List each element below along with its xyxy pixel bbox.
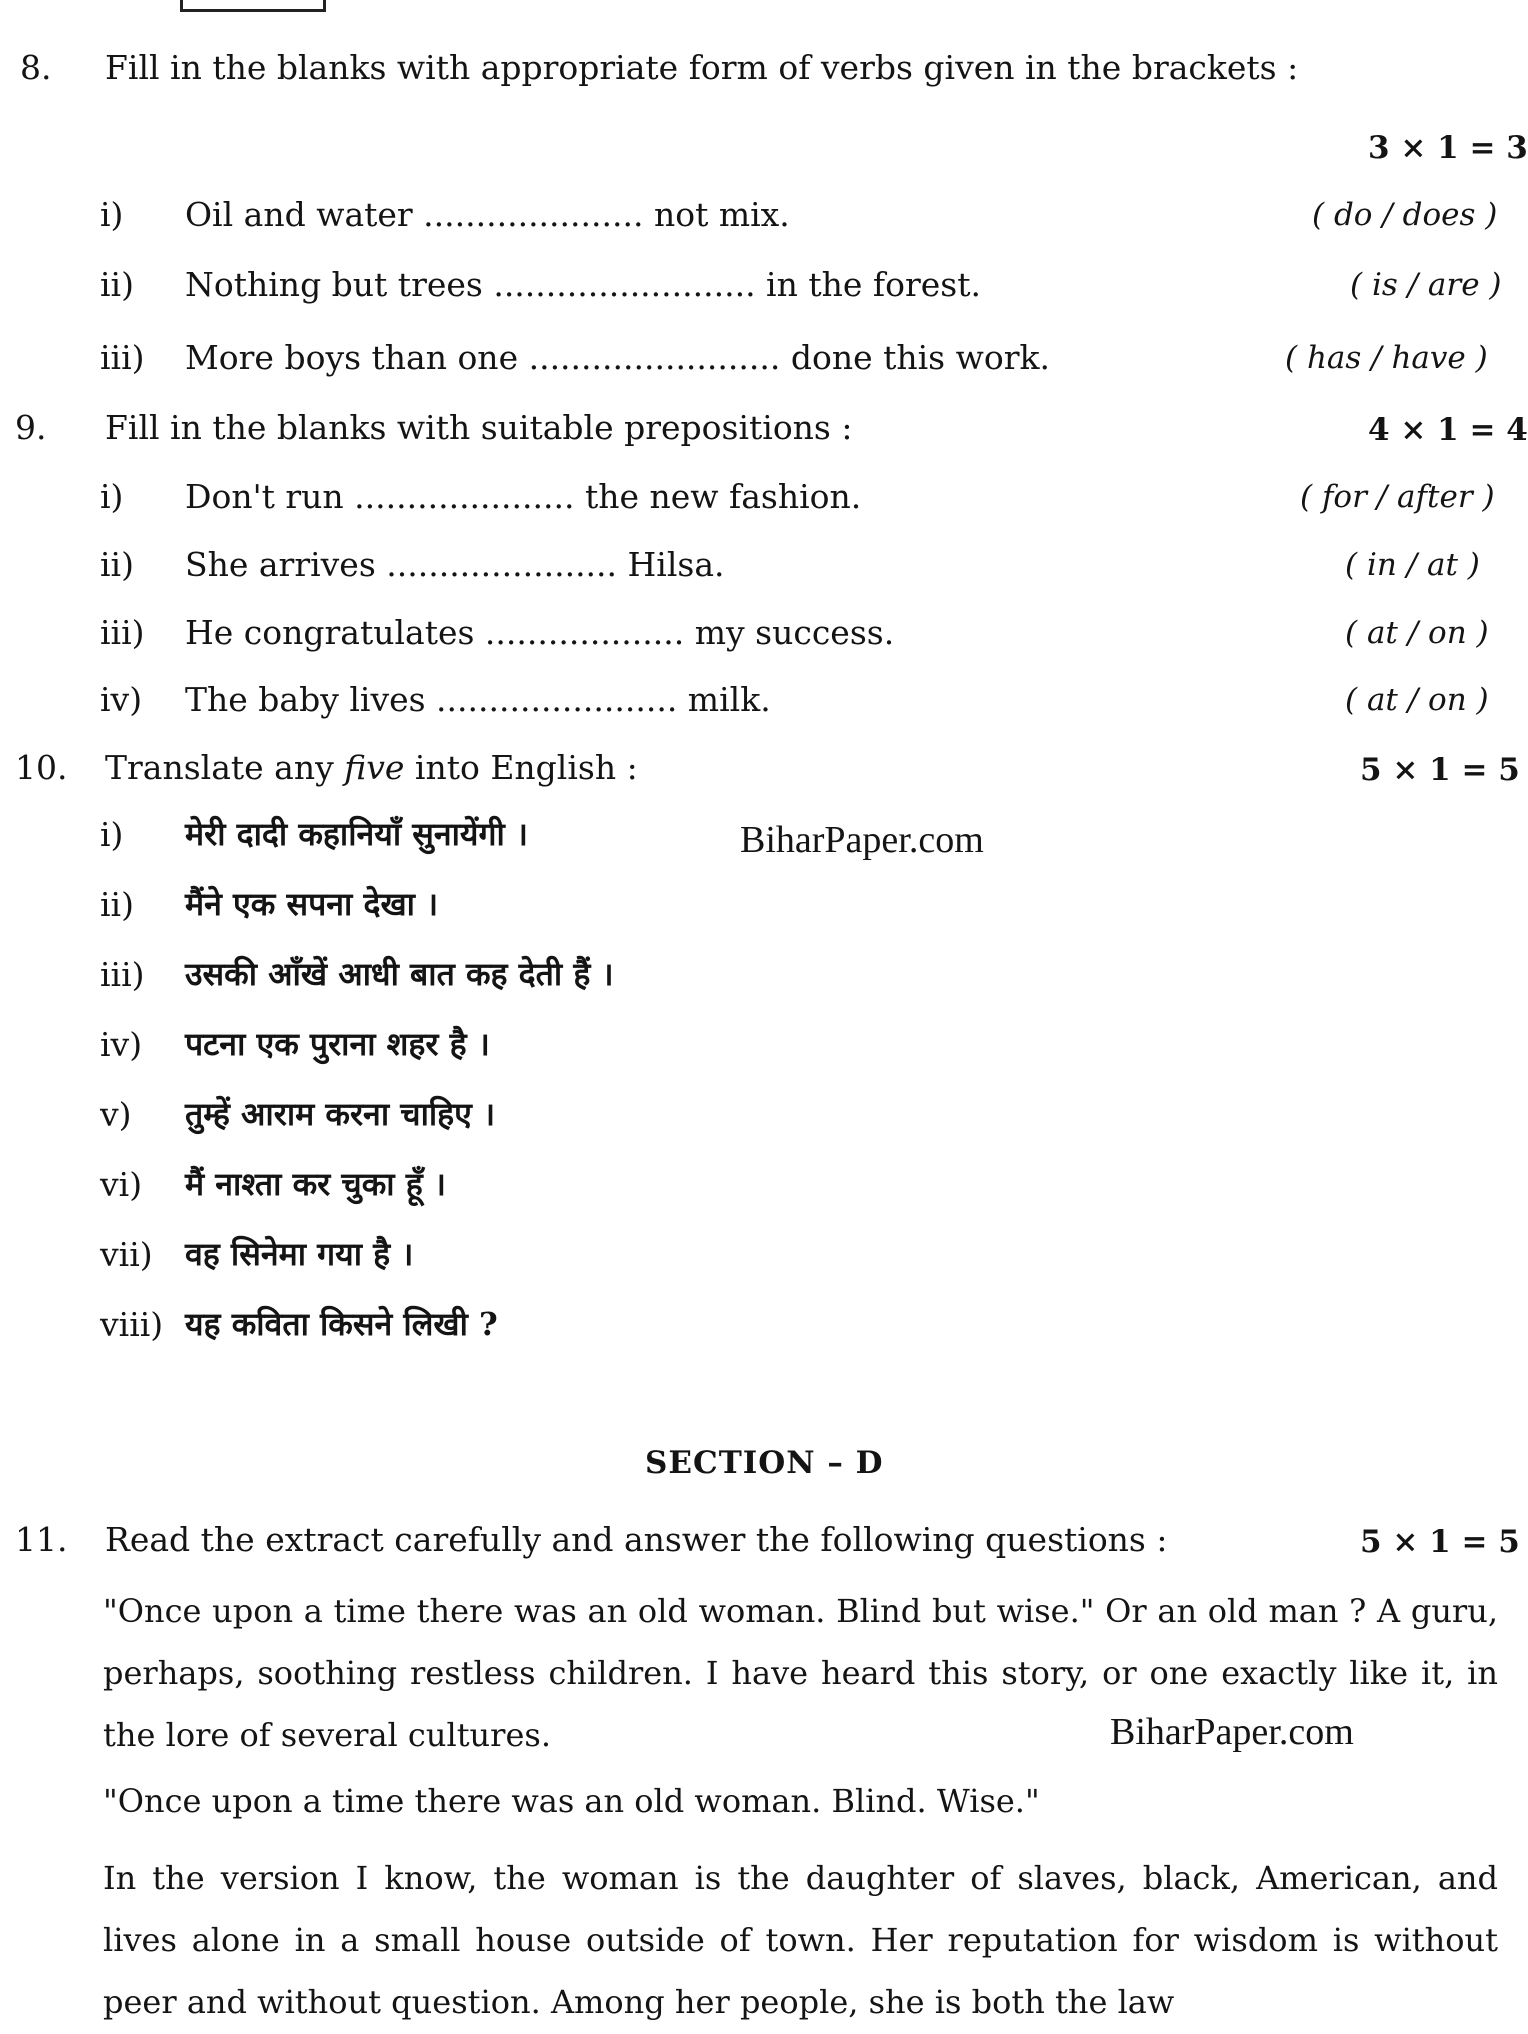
- q9-item-label: ii): [100, 545, 134, 584]
- q9-item-options: ( at / on ): [1345, 615, 1489, 651]
- q10-marks: 5 × 1 = 5: [1360, 752, 1520, 788]
- q11-number: 11.: [15, 1520, 68, 1559]
- q11-instruction: Read the extract carefully and answer the following questions :: [105, 1520, 1168, 1559]
- q8-item-options: ( do / does ): [1312, 197, 1498, 233]
- q10-item-text: उसकी आँखें आधी बात कह देती हैं ।: [185, 955, 614, 993]
- q11-marks: 5 × 1 = 5: [1360, 1524, 1520, 1560]
- q9-item-text: The baby lives ....................... milk.: [185, 680, 771, 719]
- watermark: BiharPaper.com: [740, 819, 984, 861]
- q8-item-options: ( has / have ): [1285, 340, 1488, 376]
- q10-number: 10.: [15, 748, 68, 787]
- q10-item-label: ii): [100, 885, 134, 924]
- q10-item-text: वह सिनेमा गया है ।: [185, 1235, 414, 1273]
- q9-item-label: iii): [100, 613, 145, 652]
- q8-item-options: ( is / are ): [1350, 267, 1502, 303]
- q10-item-text: मैं नाश्ता कर चुका हूँ ।: [185, 1165, 446, 1203]
- q10-item-text: पटना एक पुराना शहर है ।: [185, 1025, 490, 1063]
- q10-item-label: i): [100, 815, 124, 854]
- code-box: [180, 0, 326, 12]
- q10-item-text: मैंने एक सपना देखा ।: [185, 885, 439, 923]
- q9-item-text: Don't run ..................... the new fashion.: [185, 477, 862, 516]
- q8-item-label: ii): [100, 265, 134, 304]
- q9-item-options: ( in / at ): [1345, 547, 1480, 583]
- q11-paragraph-1: "Once upon a time there was an old woman. Blind but wise." Or an old man ? A guru, perhaps, soothing restless children. I have heard this story, or one exactly like it, in the lore of several cultures.: [103, 1592, 1498, 1754]
- q9-item-options: ( for / after ): [1300, 479, 1495, 515]
- q11-paragraph-3: In the version I know, the woman is the daughter of slaves, black, American, and lives alone in a small house outside of town. Her reputation for wisdom is without peer and without question. Among her people, she is both the law: [103, 1859, 1498, 2021]
- q8-item-text: Nothing but trees ......................... in the forest.: [185, 265, 981, 304]
- q9-marks: 4 × 1 = 4: [1368, 412, 1528, 448]
- q8-item-label: i): [100, 195, 124, 234]
- q10-item-label: iv): [100, 1025, 143, 1064]
- q10-item-label: vi): [100, 1165, 143, 1204]
- header-fragment: [0, 0, 1505, 10]
- q8-item-label: iii): [100, 338, 145, 377]
- q8-number: 8.: [20, 48, 52, 87]
- q8-item-text: More boys than one ........................ done this work.: [185, 338, 1050, 377]
- q10-item-label: viii): [100, 1305, 164, 1344]
- q10-item-text: मेरी दादी कहानियाँ सुनायेंगी ।: [185, 815, 529, 853]
- q10-item-label: v): [100, 1095, 132, 1134]
- q9-item-label: i): [100, 477, 124, 516]
- watermark: BiharPaper.com: [1110, 1711, 1354, 1753]
- q11-paragraph-2: "Once upon a time there was an old woman. Blind. Wise.": [103, 1782, 1040, 1820]
- q8-instruction: Fill in the blanks with appropriate form of verbs given in the brackets :: [105, 48, 1299, 87]
- section-heading: SECTION – D: [645, 1445, 884, 1481]
- q9-item-text: He congratulates ................... my success.: [185, 613, 895, 652]
- q10-item-label: vii): [100, 1235, 153, 1274]
- q10-item-label: iii): [100, 955, 145, 994]
- q10-item-text: तुम्हें आराम करना चाहिए ।: [185, 1095, 496, 1133]
- q10-item-text: यह कविता किसने लिखी ?: [185, 1305, 498, 1343]
- q8-marks: 3 × 1 = 3: [1368, 130, 1528, 166]
- q9-number: 9.: [15, 408, 47, 447]
- q8-item-text: Oil and water ..................... not mix.: [185, 195, 790, 234]
- q9-instruction: Fill in the blanks with suitable prepositions :: [105, 408, 853, 447]
- q10-instruction: Translate any five into English :: [105, 748, 638, 787]
- q10-instruction-emphasis: five: [344, 748, 405, 787]
- q9-item-label: iv): [100, 680, 143, 719]
- q9-item-options: ( at / on ): [1345, 682, 1489, 718]
- q9-item-text: She arrives ...................... Hilsa.: [185, 545, 725, 584]
